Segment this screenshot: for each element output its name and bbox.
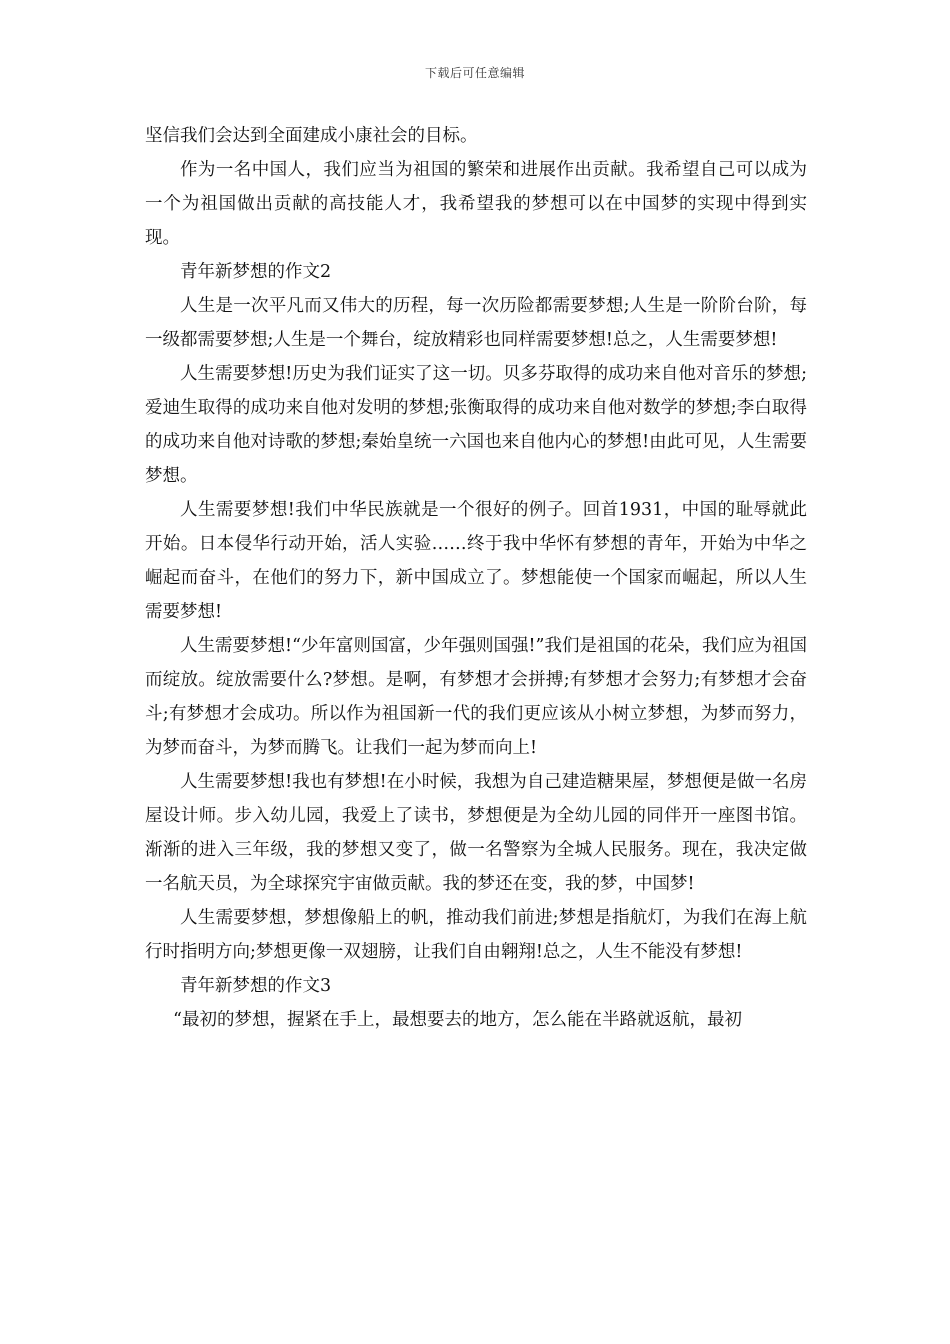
section-heading: 青年新梦想的作文2 bbox=[180, 262, 332, 282]
paragraph: 人生需要梦想!我也有梦想!在小时候，我想为自己建造糖果屋，梦想便是做一名房屋设计师。步入幼儿园，我爱上了读书，梦想便是为全幼儿园的同伴开一座图书馆。渐渐的进入三年级，我的梦想又变了，做一名警察为全城人民服务。现在，我决定做一名航天员，为全球探究宇宙做贡献。我的梦还在变，我的梦，中国梦! bbox=[145, 772, 807, 894]
document-body bbox=[145, 119, 807, 1037]
page-header: 下载后可任意编辑 bbox=[424, 66, 525, 80]
paragraph: 人生需要梦想，梦想像船上的帆，推动我们前进;梦想是指航灯，为我们在海上航行时指明方向;梦想更像一双翅膀，让我们自由翱翔!总之，人生不能没有梦想! bbox=[145, 908, 807, 962]
paragraph: 人生需要梦想!“少年富则国富，少年强则国强!”我们是祖国的花朵，我们应为祖国而绽放。绽放需要什么?梦想。是啊，有梦想才会拼搏;有梦想才会努力;有梦想才会奋斗;有梦想才会成功。所以作为祖国新一代的我们更应该从小树立梦想，为梦而努力，为梦而奋斗，为梦而腾飞。让我们一起为梦而向上! bbox=[145, 636, 807, 758]
paragraph: 作为一名中国人，我们应当为祖国的繁荣和进展作出贡献。我希望自己可以成为一个为祖国做出贡献的高技能人才，我希望我的梦想可以在中国梦的实现中得到实现。 bbox=[145, 160, 807, 248]
paragraph-continued: 坚信我们会达到全面建成小康社会的目标。 bbox=[145, 126, 478, 146]
paragraph: “最初的梦想，握紧在手上，最想要去的地方，怎么能在半路就返航，最初 bbox=[173, 1010, 742, 1030]
paragraph: 人生需要梦想!我们中华民族就是一个很好的例子。回首1931，中国的耻辱就此开始。日本侵华行动开始，活人实验……终于我中华怀有梦想的青年，开始为中华之崛起而奋斗，在他们的努力下，新中国成立了。梦想能使一个国家而崛起，所以人生需要梦想! bbox=[145, 500, 807, 622]
section-heading: 青年新梦想的作文3 bbox=[180, 976, 332, 996]
paragraph: 人生是一次平凡而又伟大的历程，每一次历险都需要梦想;人生是一阶阶台阶，每一级都需要梦想;人生是一个舞台，绽放精彩也同样需要梦想!总之，人生需要梦想! bbox=[145, 296, 807, 350]
paragraph: 人生需要梦想!历史为我们证实了这一切。贝多芬取得的成功来自他对音乐的梦想;爱迪生取得的成功来自他对发明的梦想;张衡取得的成功来自他对数学的梦想;李白取得的成功来自他对诗歌的梦想;秦始皇统一六国也来自他内心的梦想!由此可见，人生需要梦想。 bbox=[145, 364, 807, 486]
